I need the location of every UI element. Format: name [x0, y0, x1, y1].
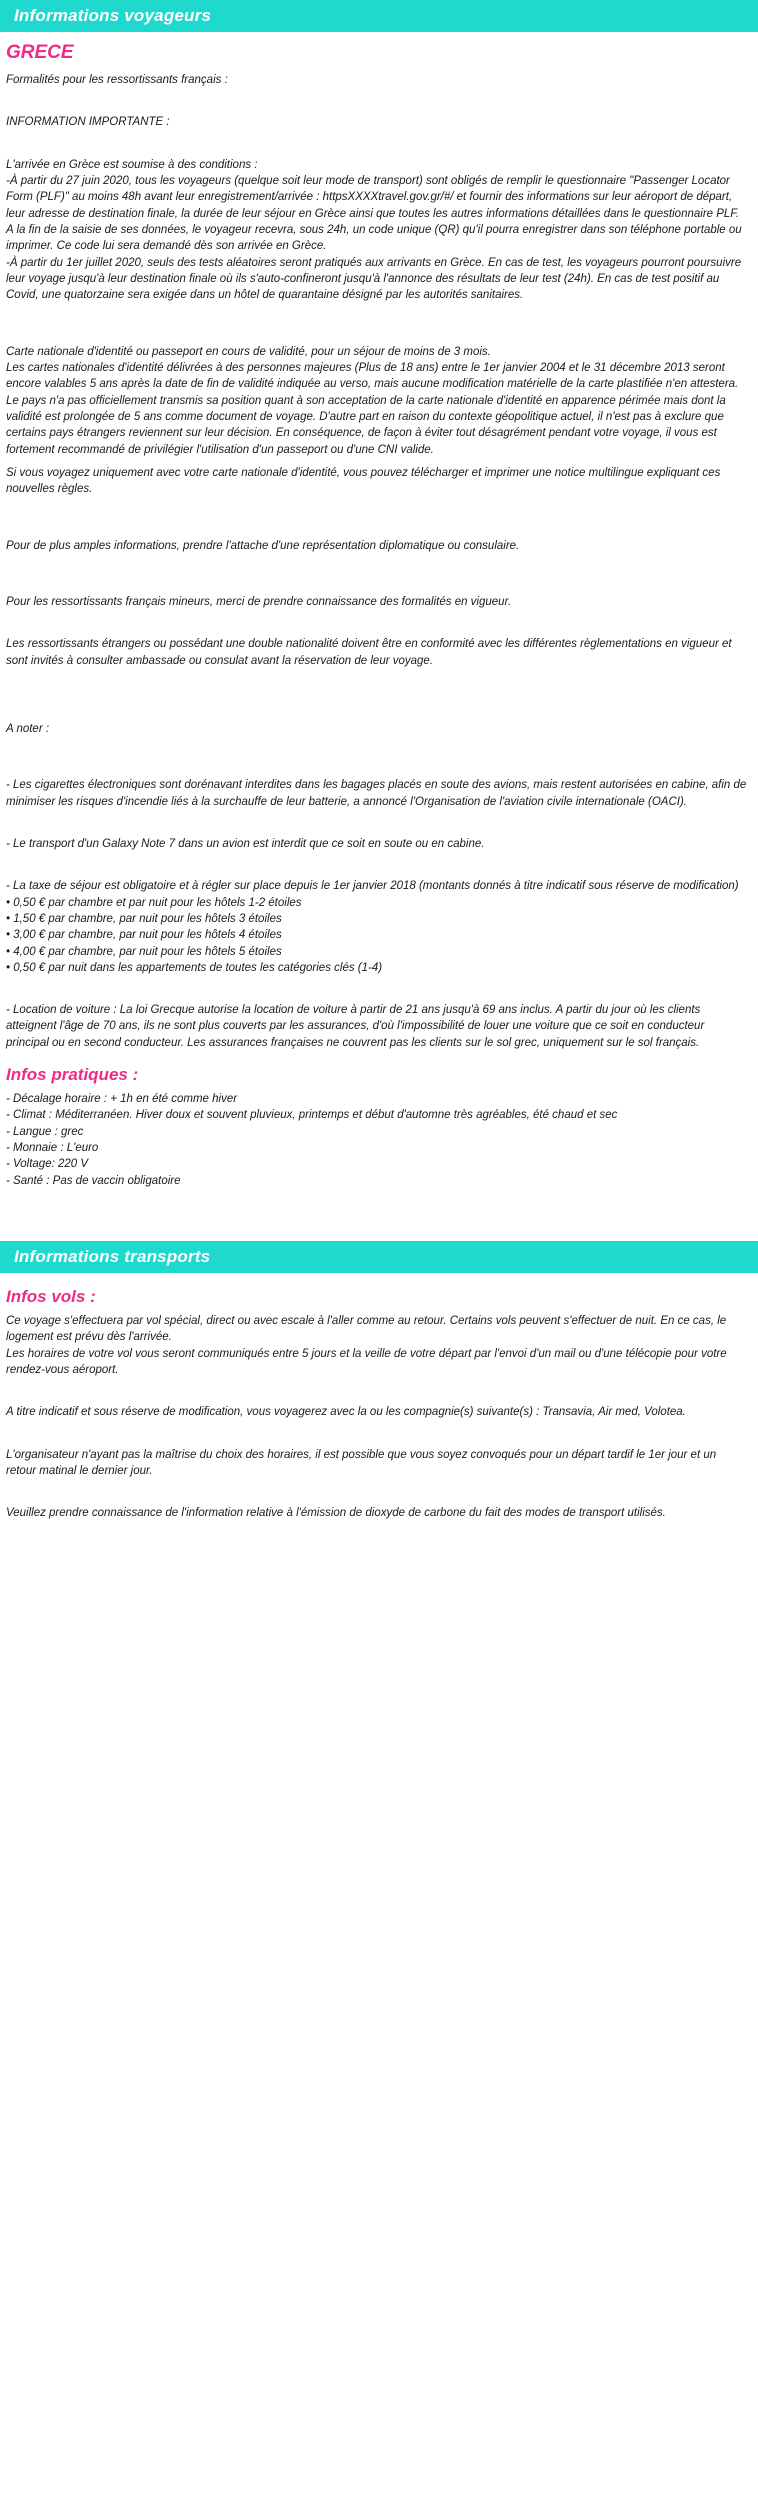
- practical-info-title: Infos pratiques :: [6, 1065, 139, 1085]
- list-item: • 0,50 € par nuit dans les appartements de toutes les catégories clés (1-4): [6, 961, 383, 974]
- travelers-content: [0, 42, 758, 1189]
- section-banner-travelers: Informations voyageurs: [0, 0, 758, 32]
- list-item: - Climat : Méditerranéen. Hiver doux et souvent pluvieux, printemps et début d'automne très agréables, été chaud et sec: [6, 1109, 618, 1122]
- diplomatic-info: Pour de plus amples informations, prendre l'attache d'une représentation diplomatique ou consulaire.: [6, 539, 520, 552]
- practical-info-list: [4, 1091, 750, 1189]
- flights-paragraph-3: A titre indicatif et sous réserve de modification, vous voyagerez avec la ou les compagnie(s) suivante(s) : Transavia, Air med, Volotea.: [6, 1406, 686, 1419]
- list-item: • 4,00 € par chambre, par nuit pour les hôtels 5 étoiles: [6, 945, 282, 958]
- id-card-extension: Les cartes nationales d'identité délivrées à des personnes majeures (Plus de 18 ans) entre le 1er janvier 2004 et le 31 décembre 2013 seront encore valables 5 ans après la date de fin de validité indiquée au verso, mais aucune modification matérielle de la carte plastifiée n'en attestera.: [6, 361, 739, 391]
- list-item: • 3,00 € par chambre, par nuit pour les hôtels 4 étoiles: [6, 929, 282, 942]
- formalities-intro: Formalités pour les ressortissants français :: [6, 74, 228, 86]
- id-card-validity: Carte nationale d'identité ou passeport en cours de validité, pour un séjour de moins de 3 mois.: [6, 345, 491, 358]
- note-cigarettes: - Les cigarettes électroniques sont dorénavant interdites dans les bagages placés en soute des avions, mais restent autorisées en cabine, afin de minimiser les risques d'incendie liés à la surchauffe de leur batterie, a annoncé l'Organisation de l'aviation civile internationale (OACI).: [6, 779, 747, 808]
- flights-paragraph-2: Les horaires de votre vol vous seront communiqués entre 5 jours et la veille de votre départ par l'envoi d'un mail ou d'une télécopie pour votre rendez-vous aéroport.: [6, 1347, 727, 1377]
- minors-info: Pour les ressortissants français mineurs, merci de prendre connaissance des formalités en vigueur.: [6, 595, 512, 608]
- flights-paragraph-1: Ce voyage s'effectuera par vol spécial, direct ou avec escale à l'aller comme au retour. Certains vols peuvent s'effectuer de nuit. En ce cas, le logement est prévu dès l'arrivée.: [6, 1315, 727, 1344]
- note-label: A noter :: [6, 722, 50, 735]
- section-banner-transports: Informations transports: [0, 1241, 758, 1273]
- flights-info-title: Infos vols :: [6, 1287, 96, 1307]
- country-title: GRECE: [6, 42, 74, 63]
- note-galaxy-note: - Le transport d'un Galaxy Note 7 dans un avion est interdit que ce soit en soute ou en cabine.: [6, 837, 485, 850]
- city-tax-list: [4, 895, 750, 977]
- flights-paragraph-4: L'organisateur n'ayant pas la maîtrise du choix des horaires, il est possible que vous soyez convoqués pour un départ tardif le 1er jour et un retour matinal le dernier jour.: [6, 1448, 717, 1478]
- list-item: - Voltage: 220 V: [6, 1158, 89, 1171]
- important-label: INFORMATION IMPORTANTE :: [6, 116, 170, 129]
- id-card-notice: Si vous voyagez uniquement avec votre carte nationale d'identité, vous pouvez télécharger et imprimer une notice multilingue expliquant ces nouvelles règles.: [6, 466, 721, 496]
- list-item: - Décalage horaire : + 1h en été comme hiver: [6, 1093, 238, 1106]
- note-car-rental: - Location de voiture : La loi Grecque autorise la location de voiture à partir de 21 ans jusqu'à 69 ans inclus. A partir du jour où les clients atteignent l'âge de 70 ans, ils ne sont plus couverts par les assurances, d'où l'impossibilité de louer une voiture que ce soit en conducteur principal ou en second conducteur. Les assurances françaises ne couvrent pas les clients sur le sol grec, uniquement sur le sol français.: [6, 1004, 705, 1049]
- list-item: - Langue : grec: [6, 1125, 84, 1138]
- list-item: • 0,50 € par chambre et par nuit pour les hôtels 1-2 étoiles: [6, 896, 302, 909]
- transports-content: [0, 1287, 758, 1522]
- id-card-position: Le pays n'a pas officiellement transmis sa position quant à son acceptation de la carte nationale d'identité en apparence périmée mais dont la validité est prolongée de 5 ans comme document de voyage. D'autre part en raison du contexte géopolitique actuel, il n'est pas à exclure que certains pays étrangers reviennent sur leur décision. En conséquence, de façon à éviter tout désagrément pendant votre voyage, il vous est fortement recommandé de privilégier l'utilisation d'un passeport ou d'une CNI valide.: [6, 394, 726, 456]
- flights-paragraph-5: Veuillez prendre connaissance de l'information relative à l'émission de dioxyde de carbone du fait des modes de transport utilisés.: [6, 1507, 666, 1520]
- condition-tests: -À partir du 1er juillet 2020, seuls des tests aléatoires seront pratiqués aux arrivants en Grèce. En cas de test, les voyageurs pourront poursuivre leur voyage jusqu'à leur destination finale où ils s'auto-confineront jusqu'à l'annonce des résultats de leur test (24h). En cas de test positif au Covid, une quatorzaine sera exigée dans un hôtel de quarantaine désigné par les autorités sanitaires.: [6, 256, 742, 302]
- condition-plf: -À partir du 27 juin 2020, tous les voyageurs (quelque soit leur mode de transport) sont obligés de remplir le questionnaire "Passenger Locator Form (PLF)" au moins 48h avant leur enregistrement/arrivée : httpsXXXXtravel.gov.gr/#/ et fournir des informations sur leur aéroport de départ, leur adresse de destination finale, la durée de leur séjour en Grèce ainsi que toutes les autres informations détaillées dans le questionnaire PLF. A la fin de la saisie de ses données, le voyageur recevra, sous 24h, un code unique (QR) qu'il pourra enregistrer dans son téléphone portable ou imprimer. Ce code lui sera demandé dès son arrivée en Grèce.: [6, 174, 742, 253]
- note-city-tax: - La taxe de séjour est obligatoire et à régler sur place depuis le 1er janvier 2018 (montants donnés à titre indicatif sous réserve de modification): [6, 880, 739, 893]
- foreigners-info: Les ressortissants étrangers ou possédant une double nationalité doivent être en conformité avec les différentes règlementations en vigueur et sont invités à consulter ambassade ou consulat avant la réservation de leur voyage.: [6, 638, 732, 667]
- conditions-intro: L'arrivée en Grèce est soumise à des conditions :: [6, 158, 258, 171]
- list-item: - Santé : Pas de vaccin obligatoire: [6, 1174, 181, 1187]
- list-item: - Monnaie : L'euro: [6, 1142, 99, 1155]
- list-item: • 1,50 € par chambre, par nuit pour les hôtels 3 étoiles: [6, 912, 282, 925]
